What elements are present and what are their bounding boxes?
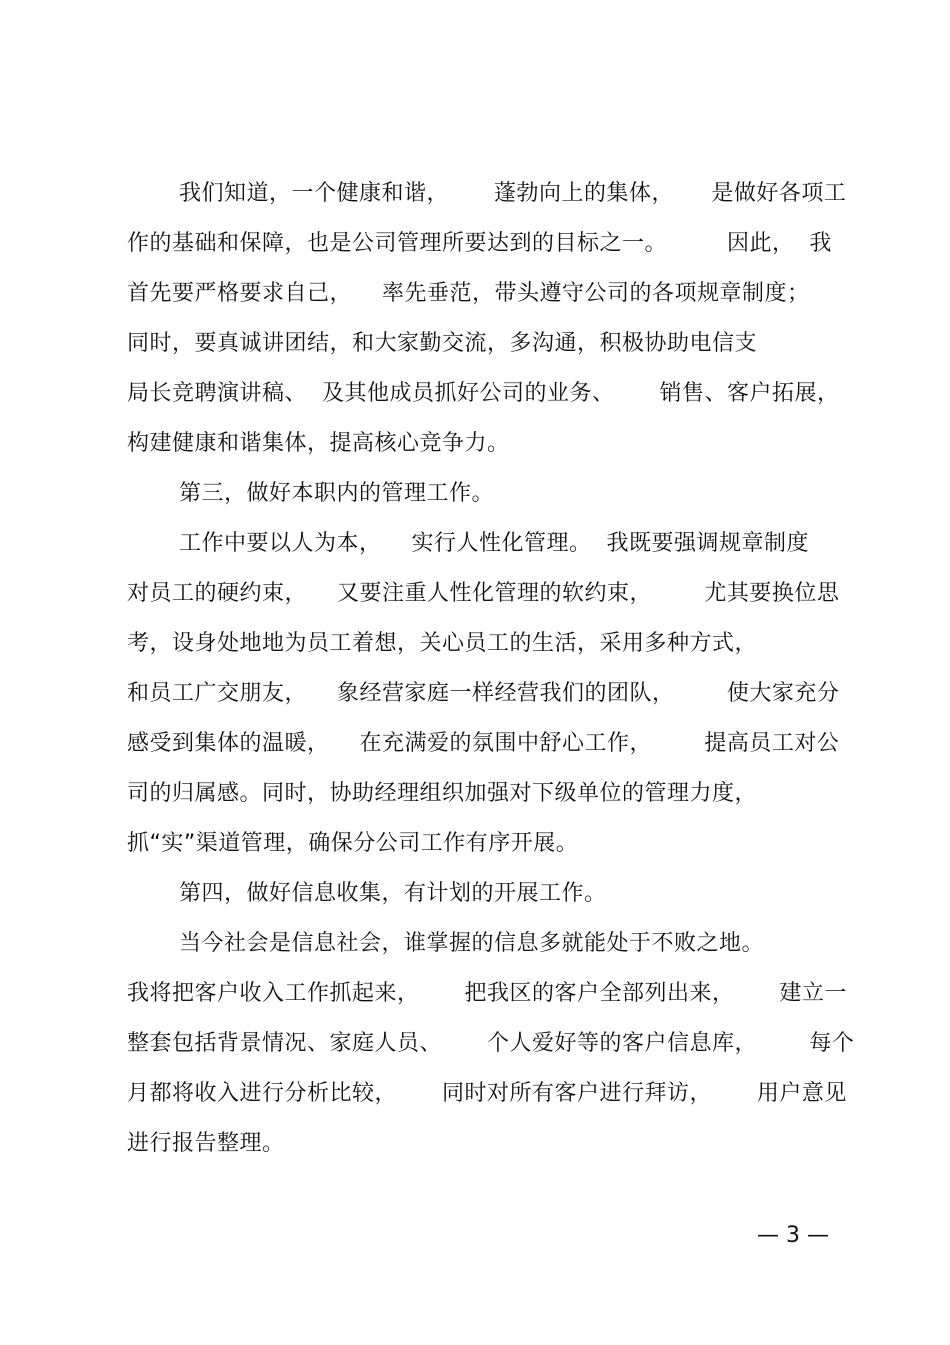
section-heading: 第三，做好本职内的管理工作。 xyxy=(179,481,495,506)
text-line: 整套包括背景情况、家庭人员、 个人爱好等的客户信息库， 每个 xyxy=(127,1031,855,1056)
section-heading: 第四，做好信息收集，有计划的开展工作。 xyxy=(179,881,607,906)
text-line: 司的归属感。同时，协助经理组织加强对下级单位的管理力度， xyxy=(127,781,758,806)
text-line: 工作中要以人为本， 实行人性化管理。 我既要强调规章制度 xyxy=(179,531,809,556)
text-line: 考，设身处地地为员工着想，关心员工的生活，采用多种方式， xyxy=(127,631,758,656)
text-line: 进行报告整理。 xyxy=(127,1131,285,1156)
text-line: 月都将收入进行分析比较， 同时对所有客户进行拜访， 用户意见 xyxy=(127,1081,847,1106)
text-line: 构建健康和谐集体，提高核心竞争力。 xyxy=(127,431,510,456)
text-line: 局长竞聘演讲稿、 及其他成员抓好公司的业务、 销售、客户拓展， xyxy=(127,381,840,406)
text-line: 我们知道，一个健康和谐， 蓬勃向上的集体， 是做好各项工 xyxy=(179,181,847,206)
text-line: 首先要严格要求自己， 率先垂范，带头遵守公司的各项规章制度； xyxy=(127,281,810,306)
text-line: 感受到集体的温暖， 在充满爱的氛围中舒心工作， 提高员工对公 xyxy=(127,731,840,756)
text-line: 抓“实”渠道管理，确保分公司工作有序开展。 xyxy=(127,831,579,856)
page-number: — 3 — xyxy=(757,1223,829,1248)
text-line: 对员工的硬约束， 又要注重人性化管理的软约束， 尤其要换位思 xyxy=(127,581,840,606)
text-line: 作的基础和保障，也是公司管理所要达到的目标之一。 因此， 我 xyxy=(127,231,832,256)
text-line: 我将把客户收入工作抓起来， 把我区的客户全部列出来， 建立一 xyxy=(127,981,847,1006)
text-line: 同时，要真诚讲团结，和大家勤交流，多沟通，积极协助电信支 xyxy=(127,331,758,356)
text-line: 当今社会是信息社会，谁掌握的信息多就能处于不败之地。 xyxy=(179,931,765,956)
text-line: 和员工广交朋友， 象经营家庭一样经营我们的团队， 使大家充分 xyxy=(127,681,840,706)
